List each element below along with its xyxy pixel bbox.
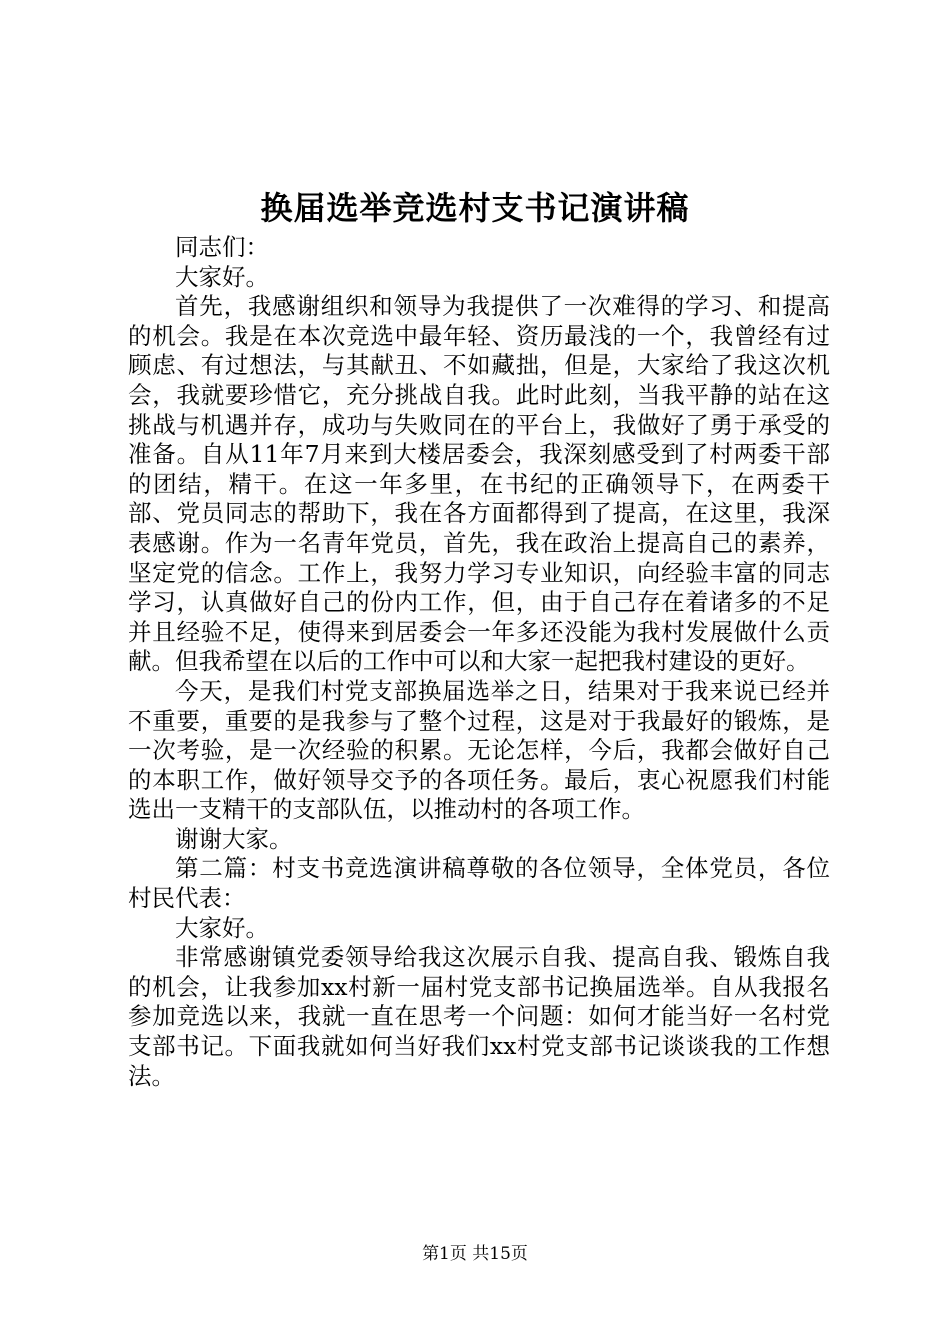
paragraph-body: 今天，是我们村党支部换届选举之日，结果对于我来说已经并不重要，重要的是我参与了整个过程，这是对于我最好的锻炼，是一次考验，是一次经验的积累。无论怎样，今后，我都会做好自己的本职工作，做好领导交予的各项任务。最后，衷心祝愿我们村能选出一支精干的支部队伍，以推动村的各项工作。 xyxy=(128,676,830,824)
page-number-footer: 第1页 共15页 xyxy=(422,1244,528,1264)
paragraph-salutation: 同志们： xyxy=(175,233,269,261)
paragraph-body: 首先，我感谢组织和领导为我提供了一次难得的学习、和提高的机会。我是在本次竞选中最年轻、资历最浅的一个，我曾经有过顾虑、有过想法，与其献丑、不如藏拙，但是，大家给了我这次机会，我就要珍惜它，充分挑战自我。此时此刻，当我平静的站在这挑战与机遇并存，成功与失败同在的平台上，我做好了勇于承受的准备。自从11年7月来到大楼居委会，我深刻感受到了村两委干部的团结，精干。在这一年多里，在书纪的正确领导下，在两委干部、党员同志的帮助下，我在各方面都得到了提高，在这里，我深表感谢。作为一名青年党员，首先，我在政治上提高自己的素养，坚定党的信念。工作上，我努力学习专业知识，向经验丰富的同志学习，认真做好自己的份内工作，但，由于自己存在着诸多的不足并且经验不足，使得来到居委会一年多还没能为我村发展做什么贡献。但我希望在以后的工作中可以和大家一起把我村建设的更好。 xyxy=(128,292,830,676)
document-body xyxy=(128,233,830,1091)
paragraph-second-piece-heading: 第二篇：村支书竞选演讲稿尊敬的各位领导，全体党员，各位村民代表： xyxy=(128,854,830,913)
document-title: 换届选举竞选村支书记演讲稿 xyxy=(260,189,690,227)
paragraph-body: 非常感谢镇党委领导给我这次展示自我、提高自我、锻炼自我的机会，让我参加xx村新一届村党支部书记换届选举。自从我报名参加竞选以来，我就一直在思考一个问题：如何才能当好一名村党支部书记。下面我就如何当好我们xx村党支部书记谈谈我的工作想法。 xyxy=(128,943,830,1090)
paragraph-greeting: 大家好。 xyxy=(175,262,269,291)
paragraph-greeting: 大家好。 xyxy=(175,913,269,942)
paragraph-thanks: 谢谢大家。 xyxy=(175,824,293,853)
